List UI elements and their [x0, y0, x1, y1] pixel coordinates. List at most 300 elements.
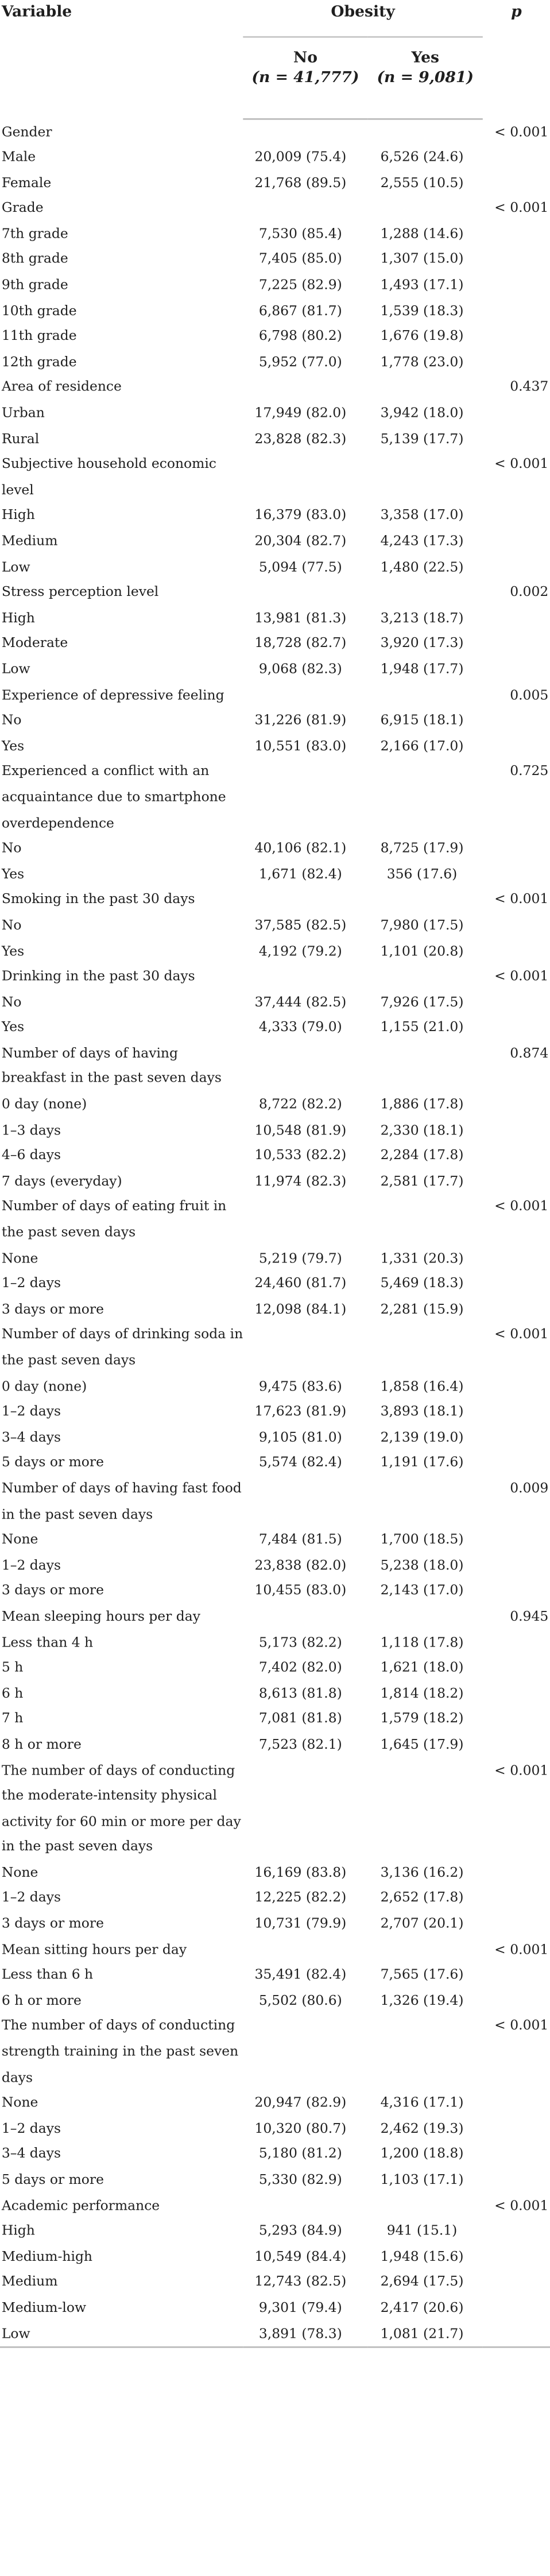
table-row [0, 2090, 550, 2116]
cell-obesity-no: 10,455 (83.0) [254, 1582, 347, 1598]
cell-obesity-yes: 7,980 (17.5) [380, 916, 464, 933]
row-label: No [1, 993, 22, 1010]
cell-p-value [483, 862, 550, 888]
table-row [0, 2014, 550, 2091]
cell-obesity-no [243, 1194, 367, 1245]
cell-p-value [483, 1015, 550, 1041]
cell-obesity-yes: 2,694 (17.5) [380, 2273, 464, 2290]
cell-obesity-yes: 356 (17.6) [386, 865, 458, 882]
row-label: Yes [1, 865, 25, 882]
row-label: High [1, 609, 35, 626]
table-row [0, 324, 550, 350]
table-row [0, 1860, 550, 1886]
cell-obesity-yes [368, 759, 483, 836]
table-row [0, 2321, 550, 2348]
cell-p-value [483, 427, 550, 452]
row-label: High [1, 2222, 35, 2238]
row-label: No [1, 711, 22, 728]
cell-obesity-yes: 1,155 (21.0) [380, 1018, 464, 1035]
cell-p-value [483, 1374, 550, 1400]
header-no-label: No [293, 49, 317, 68]
table-row [0, 1476, 550, 1527]
table-row [0, 657, 550, 683]
table-row [0, 964, 550, 990]
cell-obesity-yes: 2,555 (10.5) [380, 173, 464, 190]
cell-obesity-no: 21,768 (89.5) [254, 173, 347, 190]
cell-p-value [483, 1706, 550, 1732]
table-row [0, 1015, 550, 1041]
cell-p-value: < 0.001 [494, 2196, 549, 2213]
cell-obesity-yes [368, 452, 483, 503]
cell-obesity-yes [368, 196, 483, 222]
table-row [0, 1706, 550, 1732]
cell-obesity-yes: 1,103 (17.1) [380, 2170, 464, 2187]
cell-obesity-no [243, 580, 367, 606]
cell-obesity-no [243, 2193, 367, 2219]
cell-obesity-yes [368, 1041, 483, 1092]
cell-obesity-no [243, 196, 367, 222]
cell-obesity-yes: 1,621 (18.0) [380, 1658, 464, 1675]
cell-obesity-no [243, 2014, 367, 2091]
header-no [243, 37, 367, 119]
row-label: Low [0, 2321, 243, 2348]
cell-obesity-no: 7,225 (82.9) [258, 276, 342, 293]
cell-p-value [483, 657, 550, 683]
table-row [0, 1425, 550, 1451]
row-label: Medium [1, 2273, 58, 2290]
cell-p-value [483, 1118, 550, 1144]
cell-p-value [483, 2218, 550, 2244]
cell-p-value [483, 1988, 550, 2014]
cell-obesity-yes: 2,139 (19.0) [380, 1428, 464, 1445]
cell-obesity-no: 9,068 (82.3) [258, 660, 342, 677]
table-row [0, 708, 550, 734]
table-row [0, 1450, 550, 1476]
cell-obesity-yes: 3,213 (18.7) [380, 609, 464, 626]
row-label: 1–2 days [1, 1889, 61, 1905]
cell-obesity-no [243, 964, 367, 990]
cell-obesity-no: 16,169 (83.8) [254, 1863, 347, 1880]
cell-p-value [483, 529, 550, 555]
row-label: No [1, 839, 22, 856]
table-row [0, 631, 550, 657]
cell-p-value [483, 2295, 550, 2321]
cell-obesity-no: 10,533 (82.2) [254, 1146, 347, 1163]
cell-p-value [483, 1630, 550, 1656]
row-label: Medium [1, 532, 58, 549]
cell-obesity-yes: 8,725 (17.9) [380, 839, 464, 856]
cell-obesity-no [243, 375, 367, 401]
row-label: 0 day (none) [1, 1095, 87, 1112]
header-no-n: (n = 41,777) [251, 69, 359, 87]
cell-obesity-no: 12,098 (84.1) [254, 1300, 347, 1317]
table-row [0, 2244, 550, 2270]
table-row [0, 1937, 550, 1963]
table-body [0, 119, 550, 2347]
table-row [0, 2167, 550, 2193]
cell-obesity-yes: 6,526 (24.6) [380, 148, 464, 165]
cell-p-value [483, 2167, 550, 2193]
row-label: Number of days of eating fruit in the past seven days [1, 1198, 227, 1240]
table-row [0, 1630, 550, 1656]
cell-obesity-yes: 4,243 (17.3) [380, 532, 464, 549]
table-row [0, 222, 550, 247]
cell-obesity-no: 7,405 (85.0) [258, 250, 342, 267]
table-row [0, 1143, 550, 1169]
cell-obesity-yes: 1,948 (15.6) [380, 2247, 464, 2264]
cell-obesity-no: 10,551 (83.0) [254, 737, 347, 754]
cell-obesity-no: 10,549 (84.4) [254, 2247, 347, 2264]
cell-obesity-yes [368, 1194, 483, 1245]
table-row [0, 1169, 550, 1195]
header-p-value: p [511, 3, 522, 22]
cell-obesity-yes: 2,652 (17.8) [380, 1889, 464, 1905]
cell-obesity-yes: 1,886 (17.8) [380, 1095, 464, 1112]
cell-p-value: < 0.001 [494, 2017, 549, 2033]
cell-obesity-yes: 2,707 (20.1) [380, 1914, 464, 1931]
cell-obesity-yes: 7,565 (17.6) [380, 1966, 464, 1982]
cell-obesity-yes: 2,330 (18.1) [380, 1121, 464, 1137]
cell-p-value [483, 990, 550, 1016]
row-label: 3 days or more [1, 1300, 104, 1317]
cell-obesity-yes: 1,676 (19.8) [380, 327, 464, 344]
cell-obesity-yes [368, 375, 483, 401]
cell-p-value [483, 1450, 550, 1476]
table-row [0, 1092, 550, 1118]
cell-p-value [483, 2142, 550, 2168]
cell-obesity-no: 23,838 (82.0) [254, 1556, 347, 1573]
cell-obesity-no: 5,180 (81.2) [258, 2145, 342, 2161]
cell-obesity-yes [368, 683, 483, 708]
cell-p-value [483, 1399, 550, 1425]
cell-obesity-no: 5,502 (80.6) [258, 1991, 342, 2008]
cell-p-value [483, 1553, 550, 1579]
cell-obesity-yes: 1,191 (17.6) [380, 1454, 464, 1470]
cell-obesity-no: 31,226 (81.9) [254, 711, 347, 728]
cell-obesity-no [243, 1322, 367, 1373]
row-label: Yes [1, 737, 25, 754]
cell-obesity-no: 40,106 (82.1) [254, 839, 347, 856]
row-label: Yes [1, 1018, 25, 1035]
row-label: No [1, 916, 22, 933]
cell-obesity-no: 5,293 (84.9) [258, 2222, 342, 2238]
cell-p-value [483, 324, 550, 350]
cell-obesity-yes: 1,200 (18.8) [380, 2145, 464, 2161]
row-label: Urban [1, 404, 45, 421]
table-row [0, 2142, 550, 2168]
cell-p-value: 0.005 [510, 685, 549, 702]
cell-obesity-no [243, 452, 367, 503]
row-label: 7th grade [1, 224, 68, 242]
cell-obesity-yes: 1,326 (19.4) [380, 1991, 464, 2008]
row-label: 3–4 days [1, 2145, 61, 2161]
cell-p-value [483, 1271, 550, 1297]
table-row [0, 862, 550, 888]
cell-obesity-no: 7,523 (82.1) [258, 1735, 342, 1752]
table-row [0, 887, 550, 913]
cell-obesity-yes: 1,331 (20.3) [380, 1249, 464, 1265]
table-row [0, 1553, 550, 1579]
row-label: Academic performance [1, 2196, 160, 2213]
table-row [0, 2295, 550, 2321]
table-row [0, 1246, 550, 1272]
cell-obesity-yes: 1,858 (16.4) [380, 1377, 464, 1393]
cell-obesity-no: 8,722 (82.2) [258, 1095, 342, 1112]
cell-obesity-yes: 2,166 (17.0) [380, 737, 464, 754]
row-label: 8th grade [1, 250, 68, 267]
cell-obesity-yes: 3,942 (18.0) [380, 404, 464, 421]
cell-obesity-no: 5,173 (82.2) [258, 1633, 342, 1649]
cell-p-value [483, 273, 550, 299]
cell-obesity-yes [368, 1758, 483, 1860]
row-label: Experienced a conflict with an acquaintance due to smartphone overdependence [1, 762, 226, 830]
table-row [0, 299, 550, 324]
cell-p-value [483, 836, 550, 862]
cell-p-value: 0.009 [510, 1479, 549, 1496]
cell-obesity-no: 9,105 (81.0) [258, 1428, 342, 1445]
cell-obesity-yes [368, 964, 483, 990]
cell-obesity-yes: 5,139 (17.7) [380, 429, 464, 446]
cell-obesity-no: 13,981 (81.3) [254, 609, 347, 626]
row-label: The number of days of conducting the moderate-intensity physical activity for 60 min or more per day in the past seven days [1, 1761, 241, 1854]
cell-obesity-no: 5,094 (77.5) [258, 557, 342, 574]
table-row [0, 2193, 550, 2219]
cell-obesity-no [243, 683, 367, 708]
cell-obesity-yes: 1,814 (18.2) [380, 1684, 464, 1701]
table-row [0, 1886, 550, 1912]
row-label: 5 h [1, 1658, 24, 1675]
cell-p-value: < 0.001 [494, 455, 549, 472]
table-row [0, 350, 550, 375]
cell-obesity-yes: 941 (15.1) [386, 2222, 458, 2238]
cell-p-value [483, 1527, 550, 1553]
table-row [0, 990, 550, 1016]
cell-p-value [483, 350, 550, 375]
row-label: 1–2 days [1, 2119, 61, 2136]
cell-obesity-no: 5,574 (82.4) [258, 1454, 342, 1470]
cell-p-value [483, 1169, 550, 1195]
cell-obesity-yes: 1,948 (17.7) [380, 660, 464, 677]
cell-obesity-yes: 2,417 (20.6) [380, 2298, 464, 2315]
cell-p-value [483, 171, 550, 196]
cell-obesity-yes: 1,307 (15.0) [380, 250, 464, 267]
cell-p-value [483, 1681, 550, 1707]
row-label: 0 day (none) [1, 1377, 87, 1393]
cell-p-value [483, 1886, 550, 1912]
cell-obesity-no: 1,671 (82.4) [258, 865, 342, 882]
cell-obesity-no: 17,949 (82.0) [254, 404, 347, 421]
table-row [0, 145, 550, 171]
row-label: The number of days of conducting strength training in the past seven days [1, 2017, 239, 2085]
cell-obesity-yes: 1,645 (17.9) [380, 1735, 464, 1752]
row-label: Experience of depressive feeling [1, 685, 224, 702]
table-row [0, 580, 550, 606]
cell-obesity-no: 20,009 (75.4) [254, 148, 347, 165]
table-row [0, 734, 550, 760]
cell-p-value [483, 734, 550, 760]
cell-p-value: < 0.001 [494, 1761, 549, 1777]
cell-obesity-no: 17,623 (81.9) [254, 1402, 347, 1419]
row-label: Mean sleeping hours per day [1, 1607, 201, 1624]
cell-p-value [483, 2116, 550, 2142]
cell-obesity-yes: 3,358 (17.0) [380, 506, 464, 523]
table-row [0, 452, 550, 503]
cell-p-value [483, 1655, 550, 1681]
cell-obesity-no: 35,491 (82.4) [254, 1966, 347, 1982]
cell-p-value [483, 1297, 550, 1323]
cell-obesity-yes: 2,143 (17.0) [380, 1582, 464, 1598]
cell-obesity-no: 12,743 (82.5) [254, 2273, 347, 2290]
cell-obesity-no: 5,330 (82.9) [258, 2170, 342, 2187]
table-row [0, 555, 550, 580]
cell-obesity-yes [368, 2014, 483, 2091]
table-row [0, 1911, 550, 1937]
row-label: None [1, 1863, 38, 1880]
header-yes-label: Yes [411, 49, 440, 68]
cell-obesity-no: 10,320 (80.7) [254, 2119, 347, 2136]
cell-obesity-yes: 1,493 (17.1) [380, 276, 464, 293]
cell-p-value [483, 1732, 550, 1758]
cell-obesity-no [243, 759, 367, 836]
table-row [0, 2116, 550, 2142]
row-label: Medium-high [1, 2247, 93, 2264]
cell-obesity-no: 12,225 (82.2) [254, 1889, 347, 1905]
row-label: None [1, 1249, 38, 1265]
cell-p-value: < 0.001 [494, 122, 549, 139]
row-label: Low [1, 660, 30, 677]
table-row [0, 2218, 550, 2244]
row-label: Yes [1, 942, 25, 958]
cell-p-value [483, 2244, 550, 2270]
row-label: 4–6 days [1, 1146, 61, 1163]
cell-obesity-no: 6,867 (81.7) [258, 301, 342, 318]
row-label: Mean sitting hours per day [1, 1940, 187, 1957]
row-label: Female [1, 173, 52, 190]
row-label: Less than 6 h [1, 1966, 94, 1982]
cell-obesity-no: 20,304 (82.7) [254, 532, 347, 549]
header-yes-n: (n = 9,081) [377, 69, 474, 87]
cell-p-value [483, 606, 550, 632]
cell-obesity-no [243, 1604, 367, 1630]
row-label: 5 days or more [1, 2170, 104, 2187]
table-row [0, 938, 550, 964]
cell-p-value [483, 299, 550, 324]
cell-obesity-yes: 7,926 (17.5) [380, 993, 464, 1010]
cell-obesity-no [243, 1041, 367, 1092]
row-label: Less than 4 h [1, 1633, 94, 1649]
row-label: 10th grade [1, 301, 77, 318]
cell-obesity-no: 5,952 (77.0) [258, 352, 342, 370]
cell-obesity-no [243, 1476, 367, 1527]
cell-obesity-no: 11,974 (82.3) [254, 1172, 347, 1189]
cell-obesity-no: 7,484 (81.5) [258, 1530, 342, 1547]
cell-p-value: < 0.001 [494, 967, 549, 984]
row-label: Number of days of having breakfast in the past seven days [1, 1044, 222, 1086]
row-label: 1–2 days [1, 1274, 61, 1291]
cell-obesity-yes [368, 1604, 483, 1630]
cell-p-value [483, 401, 550, 427]
row-label: 7 days (everyday) [1, 1172, 122, 1189]
cell-obesity-no [243, 119, 367, 145]
row-label: Male [1, 148, 36, 165]
cell-p-value: 0.874 [510, 1044, 549, 1061]
table-row [0, 1322, 550, 1373]
cell-p-value [483, 913, 550, 939]
table-row [0, 503, 550, 529]
row-label: 7 h [1, 1710, 24, 1726]
cell-obesity-yes: 4,316 (17.1) [380, 2094, 464, 2110]
cell-p-value: < 0.001 [494, 199, 549, 216]
table-row [0, 1041, 550, 1092]
row-label: 5 days or more [1, 1454, 104, 1470]
cell-p-value: < 0.001 [494, 1326, 549, 1342]
cell-obesity-no: 7,530 (85.4) [258, 224, 342, 242]
cell-obesity-no: 3,891 (78.3) [243, 2321, 367, 2348]
row-label: Area of residence [1, 378, 122, 395]
table-row [0, 375, 550, 401]
cell-obesity-yes: 2,462 (19.3) [380, 2119, 464, 2136]
cell-obesity-yes: 3,893 (18.1) [380, 1402, 464, 1419]
row-label: Low [1, 557, 30, 574]
row-label: 1–2 days [1, 1556, 61, 1573]
cell-obesity-yes: 2,581 (17.7) [380, 1172, 464, 1189]
table-row [0, 171, 550, 196]
cell-obesity-no: 18,728 (82.7) [254, 634, 347, 651]
cell-obesity-yes: 1,579 (18.2) [380, 1710, 464, 1726]
table-row [0, 1399, 550, 1425]
row-label: Rural [1, 429, 40, 446]
table-row [0, 1988, 550, 2014]
cell-p-value: 0.945 [510, 1607, 549, 1624]
cell-p-value: 0.002 [510, 583, 549, 600]
table-row [0, 1578, 550, 1604]
table-row [0, 427, 550, 452]
table-row [0, 1271, 550, 1297]
cell-obesity-no: 10,731 (79.9) [254, 1914, 347, 1931]
cell-obesity-yes: 1,700 (18.5) [380, 1530, 464, 1547]
cell-obesity-yes: 2,281 (15.9) [380, 1300, 464, 1317]
table-row [0, 119, 550, 145]
table-row [0, 196, 550, 222]
cell-p-value [483, 247, 550, 273]
row-label: Number of days of drinking soda in the past seven days [1, 1326, 243, 1368]
cell-obesity-no: 6,798 (80.2) [258, 327, 342, 344]
row-label: None [1, 2094, 38, 2110]
cell-p-value [483, 631, 550, 657]
cell-p-value: 0.725 [510, 762, 549, 779]
cell-p-value [483, 1425, 550, 1451]
row-label: 3–4 days [1, 1428, 61, 1445]
table-row [0, 1962, 550, 1988]
cell-obesity-no: 5,219 (79.7) [258, 1249, 342, 1265]
table-row [0, 401, 550, 427]
cell-obesity-no [243, 1937, 367, 1963]
table-row [0, 273, 550, 299]
cell-obesity-yes: 1,101 (20.8) [380, 942, 464, 958]
table-row [0, 1655, 550, 1681]
header-variable: Variable [1, 3, 72, 22]
table-row [0, 1604, 550, 1630]
cell-p-value [483, 2321, 550, 2348]
table-row [0, 759, 550, 836]
cell-obesity-no [243, 887, 367, 913]
cell-p-value [483, 938, 550, 964]
row-label: 3 days or more [1, 1914, 104, 1931]
row-label: 6 h or more [1, 1991, 82, 2008]
cell-p-value [483, 1143, 550, 1169]
table-row [0, 606, 550, 632]
table-row [0, 1732, 550, 1758]
